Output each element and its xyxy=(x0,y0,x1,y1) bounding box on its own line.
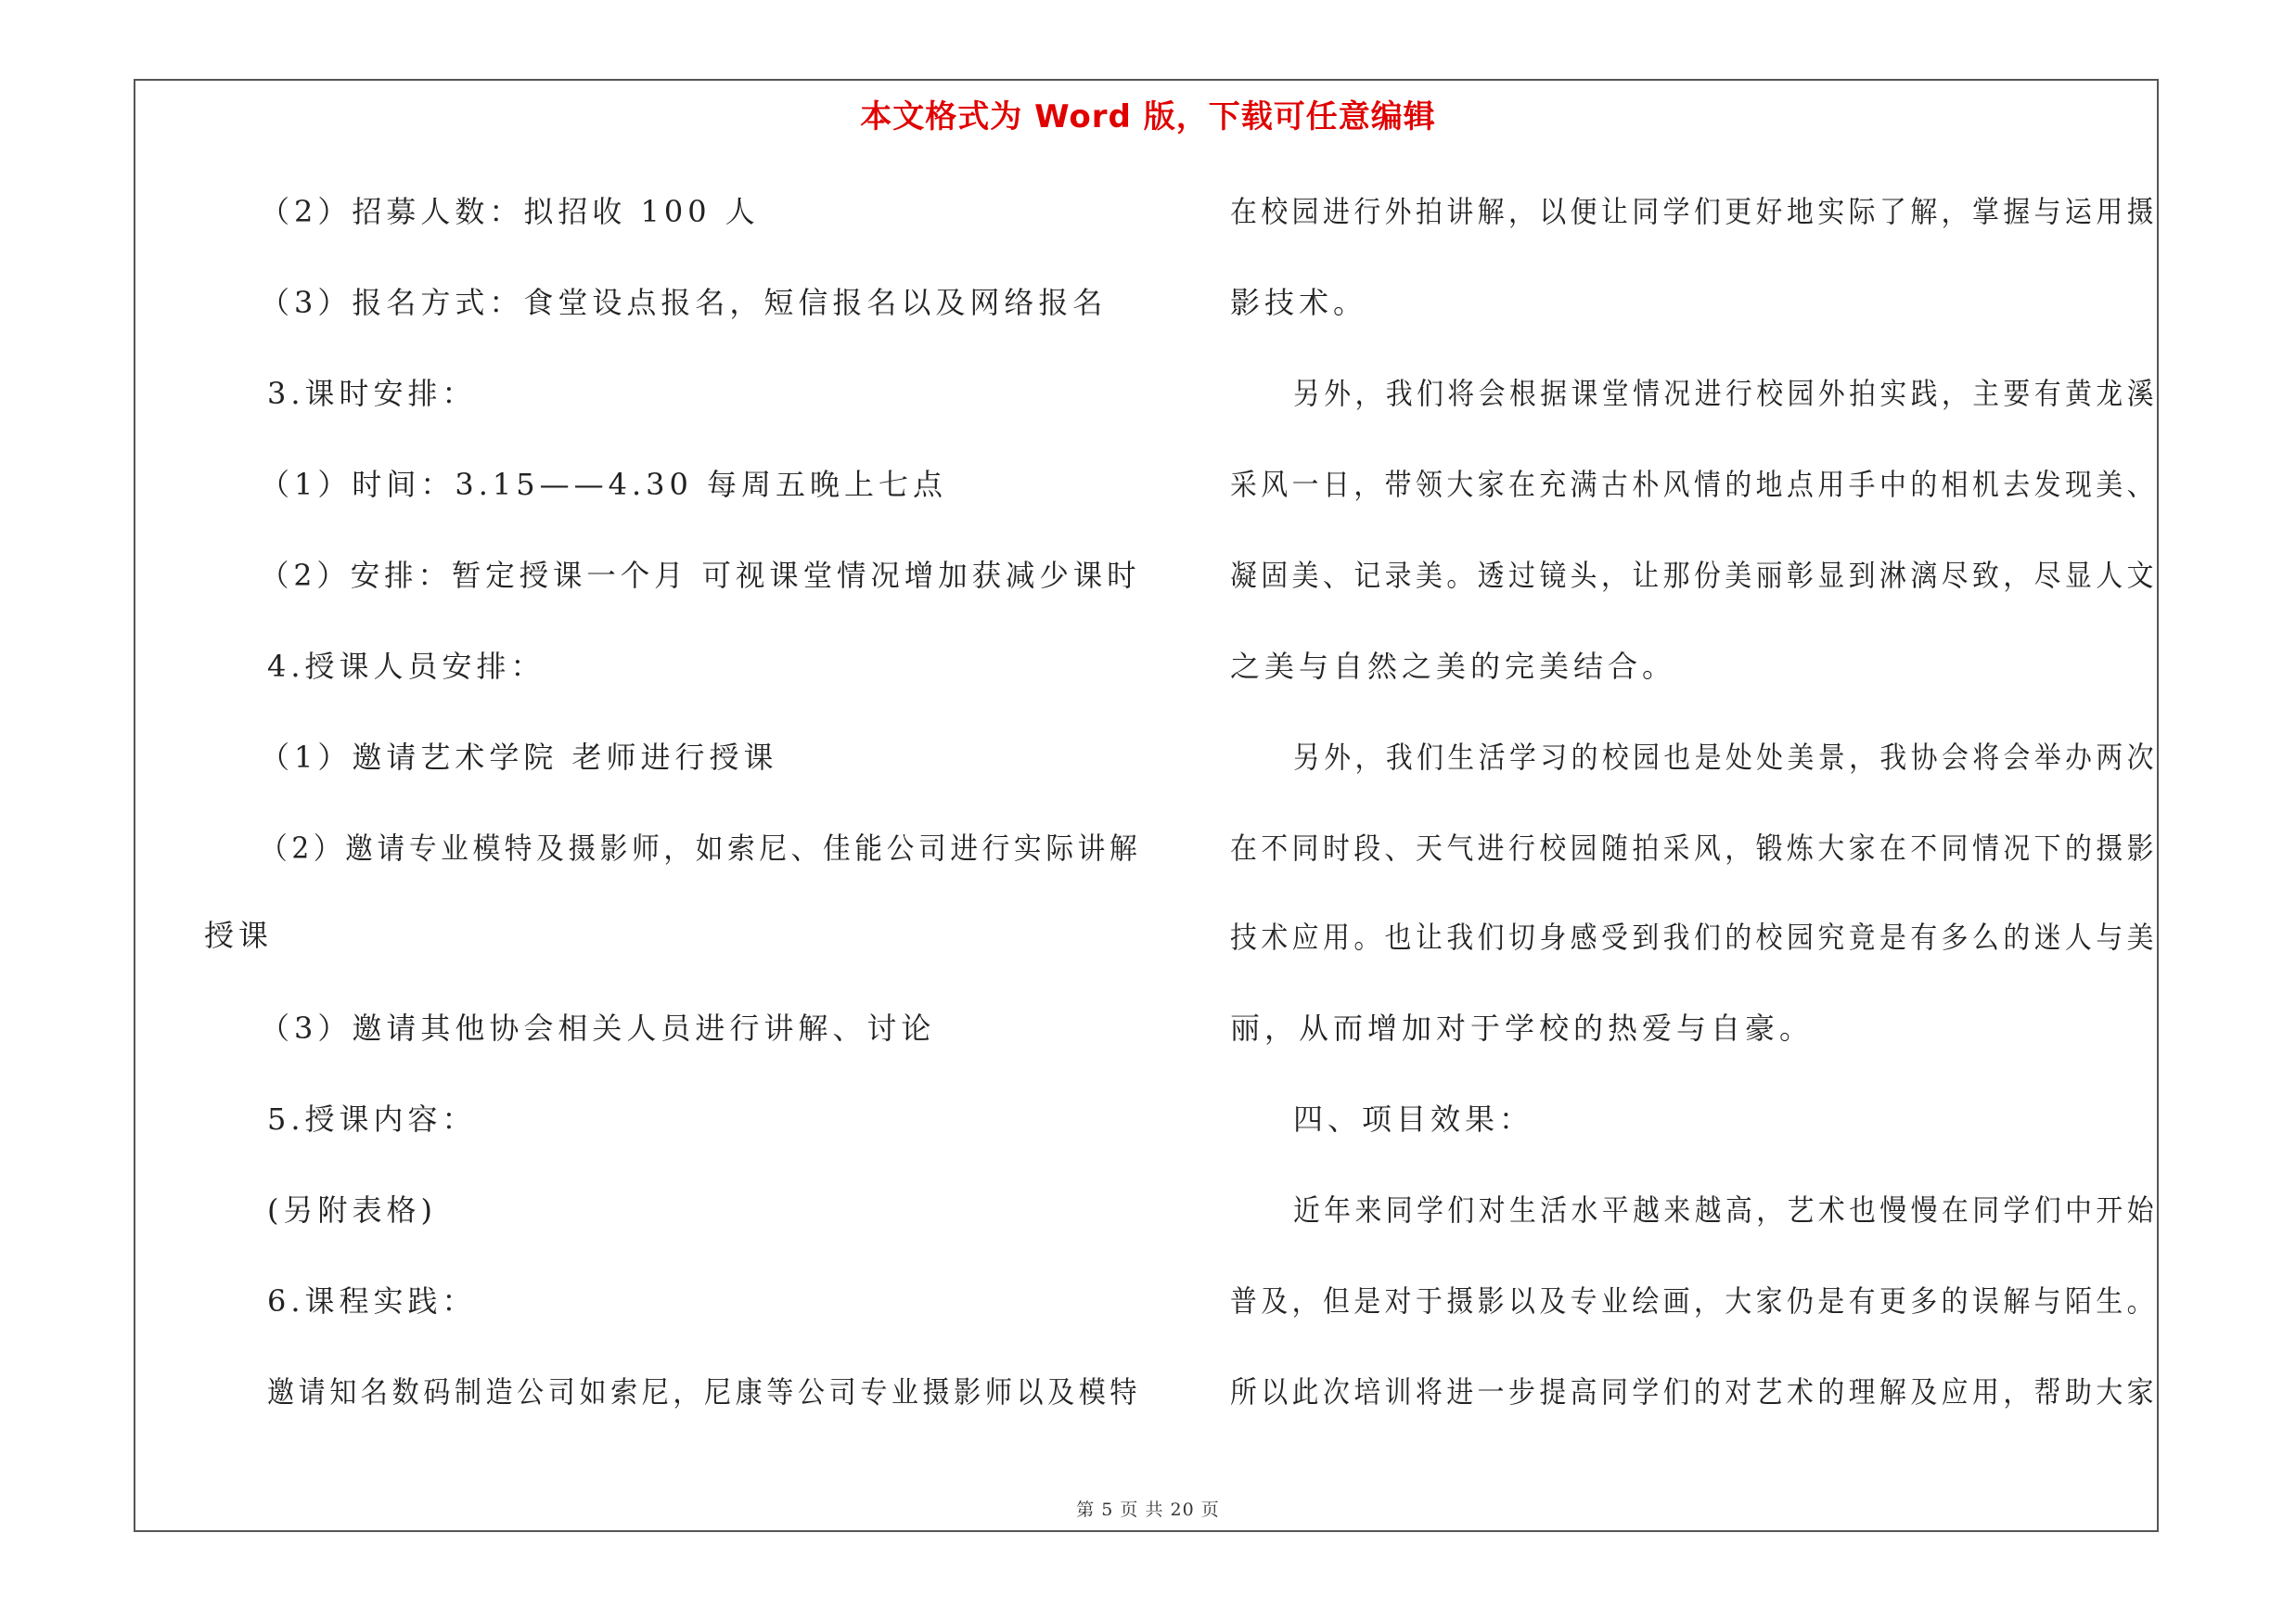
paragraph-line: 之美与自然之美的完美结合。 xyxy=(1230,649,1677,684)
paragraph-line: （3）报名方式：食堂设点报名，短信报名以及网络报名 xyxy=(260,285,1108,320)
paragraph-line: 凝固美、记录美。透过镜头，让那份美丽彰显到淋漓尽致，尽显人文 xyxy=(1230,558,2159,593)
paragraph-line: 另外，我们将会根据课堂情况进行校园外拍实践，主要有黄龙溪 xyxy=(1293,376,2158,411)
paragraph-line: 普及，但是对于摄影以及专业绘画，大家仍是有更多的误解与陌生。 xyxy=(1230,1283,2159,1319)
paragraph-line: 在校园进行外拍讲解，以便让同学们更好地实际了解，掌握与运用摄 xyxy=(1230,194,2159,229)
paragraph-line: 采风一日，带领大家在充满古朴风情的地点用手中的相机去发现美、 xyxy=(1230,467,2159,502)
section-heading: 4.授课人员安排： xyxy=(267,649,545,684)
paragraph-line: 近年来同学们对生活水平越来越高，艺术也慢慢在同学们中开始 xyxy=(1293,1192,2158,1228)
paragraph-line: 在不同时段、天气进行校园随拍采风，锻炼大家在不同情况下的摄影 xyxy=(1230,831,2159,866)
paragraph-line: （2）邀请专业模特及摄影师，如索尼、佳能公司进行实际讲解 xyxy=(260,831,1142,866)
paragraph-line: 影技术。 xyxy=(1230,285,1368,320)
paragraph-line: 授课 xyxy=(204,918,274,953)
paragraph-line: (另附表格) xyxy=(267,1192,437,1228)
section-heading: 3.课时安排： xyxy=(267,376,477,411)
section-heading: 5.授课内容： xyxy=(267,1101,477,1137)
paragraph-line: （1）时间：3.15——4.30 每周五晚上七点 xyxy=(260,467,948,502)
paragraph-line: （2）招募人数：拟招收 100 人 xyxy=(260,194,760,229)
paragraph-line: （2）安排：暂定授课一个月 可视课堂情况增加获减少课时 xyxy=(260,558,1141,593)
section-heading: 6.课程实践： xyxy=(267,1283,477,1319)
paragraph-line: 技术应用。也让我们切身感受到我们的校园究竟是有多么的迷人与美 xyxy=(1230,920,2159,955)
paragraph-line: 所以此次培训将进一步提高同学们的对艺术的理解及应用，帮助大家 xyxy=(1230,1374,2159,1410)
paragraph-line: 另外，我们生活学习的校园也是处处美景，我协会将会举办两次 xyxy=(1293,740,2158,775)
paragraph-line: 丽，从而增加对于学校的热爱与自豪。 xyxy=(1230,1011,1815,1046)
paragraph-line: （3）邀请其他协会相关人员进行讲解、讨论 xyxy=(260,1011,936,1046)
paragraph-line: （1）邀请艺术学院 老师进行授课 xyxy=(260,740,778,775)
section-heading: 四、项目效果： xyxy=(1293,1101,1534,1137)
page-number-footer: 第 5 页 共 20 页 xyxy=(1076,1500,1220,1520)
paragraph-line: 邀请知名数码制造公司如索尼，尼康等公司专业摄影师以及模特 xyxy=(267,1374,1142,1410)
word-format-banner: 本文格式为 Word 版，下载可任意编辑 xyxy=(860,98,1436,135)
